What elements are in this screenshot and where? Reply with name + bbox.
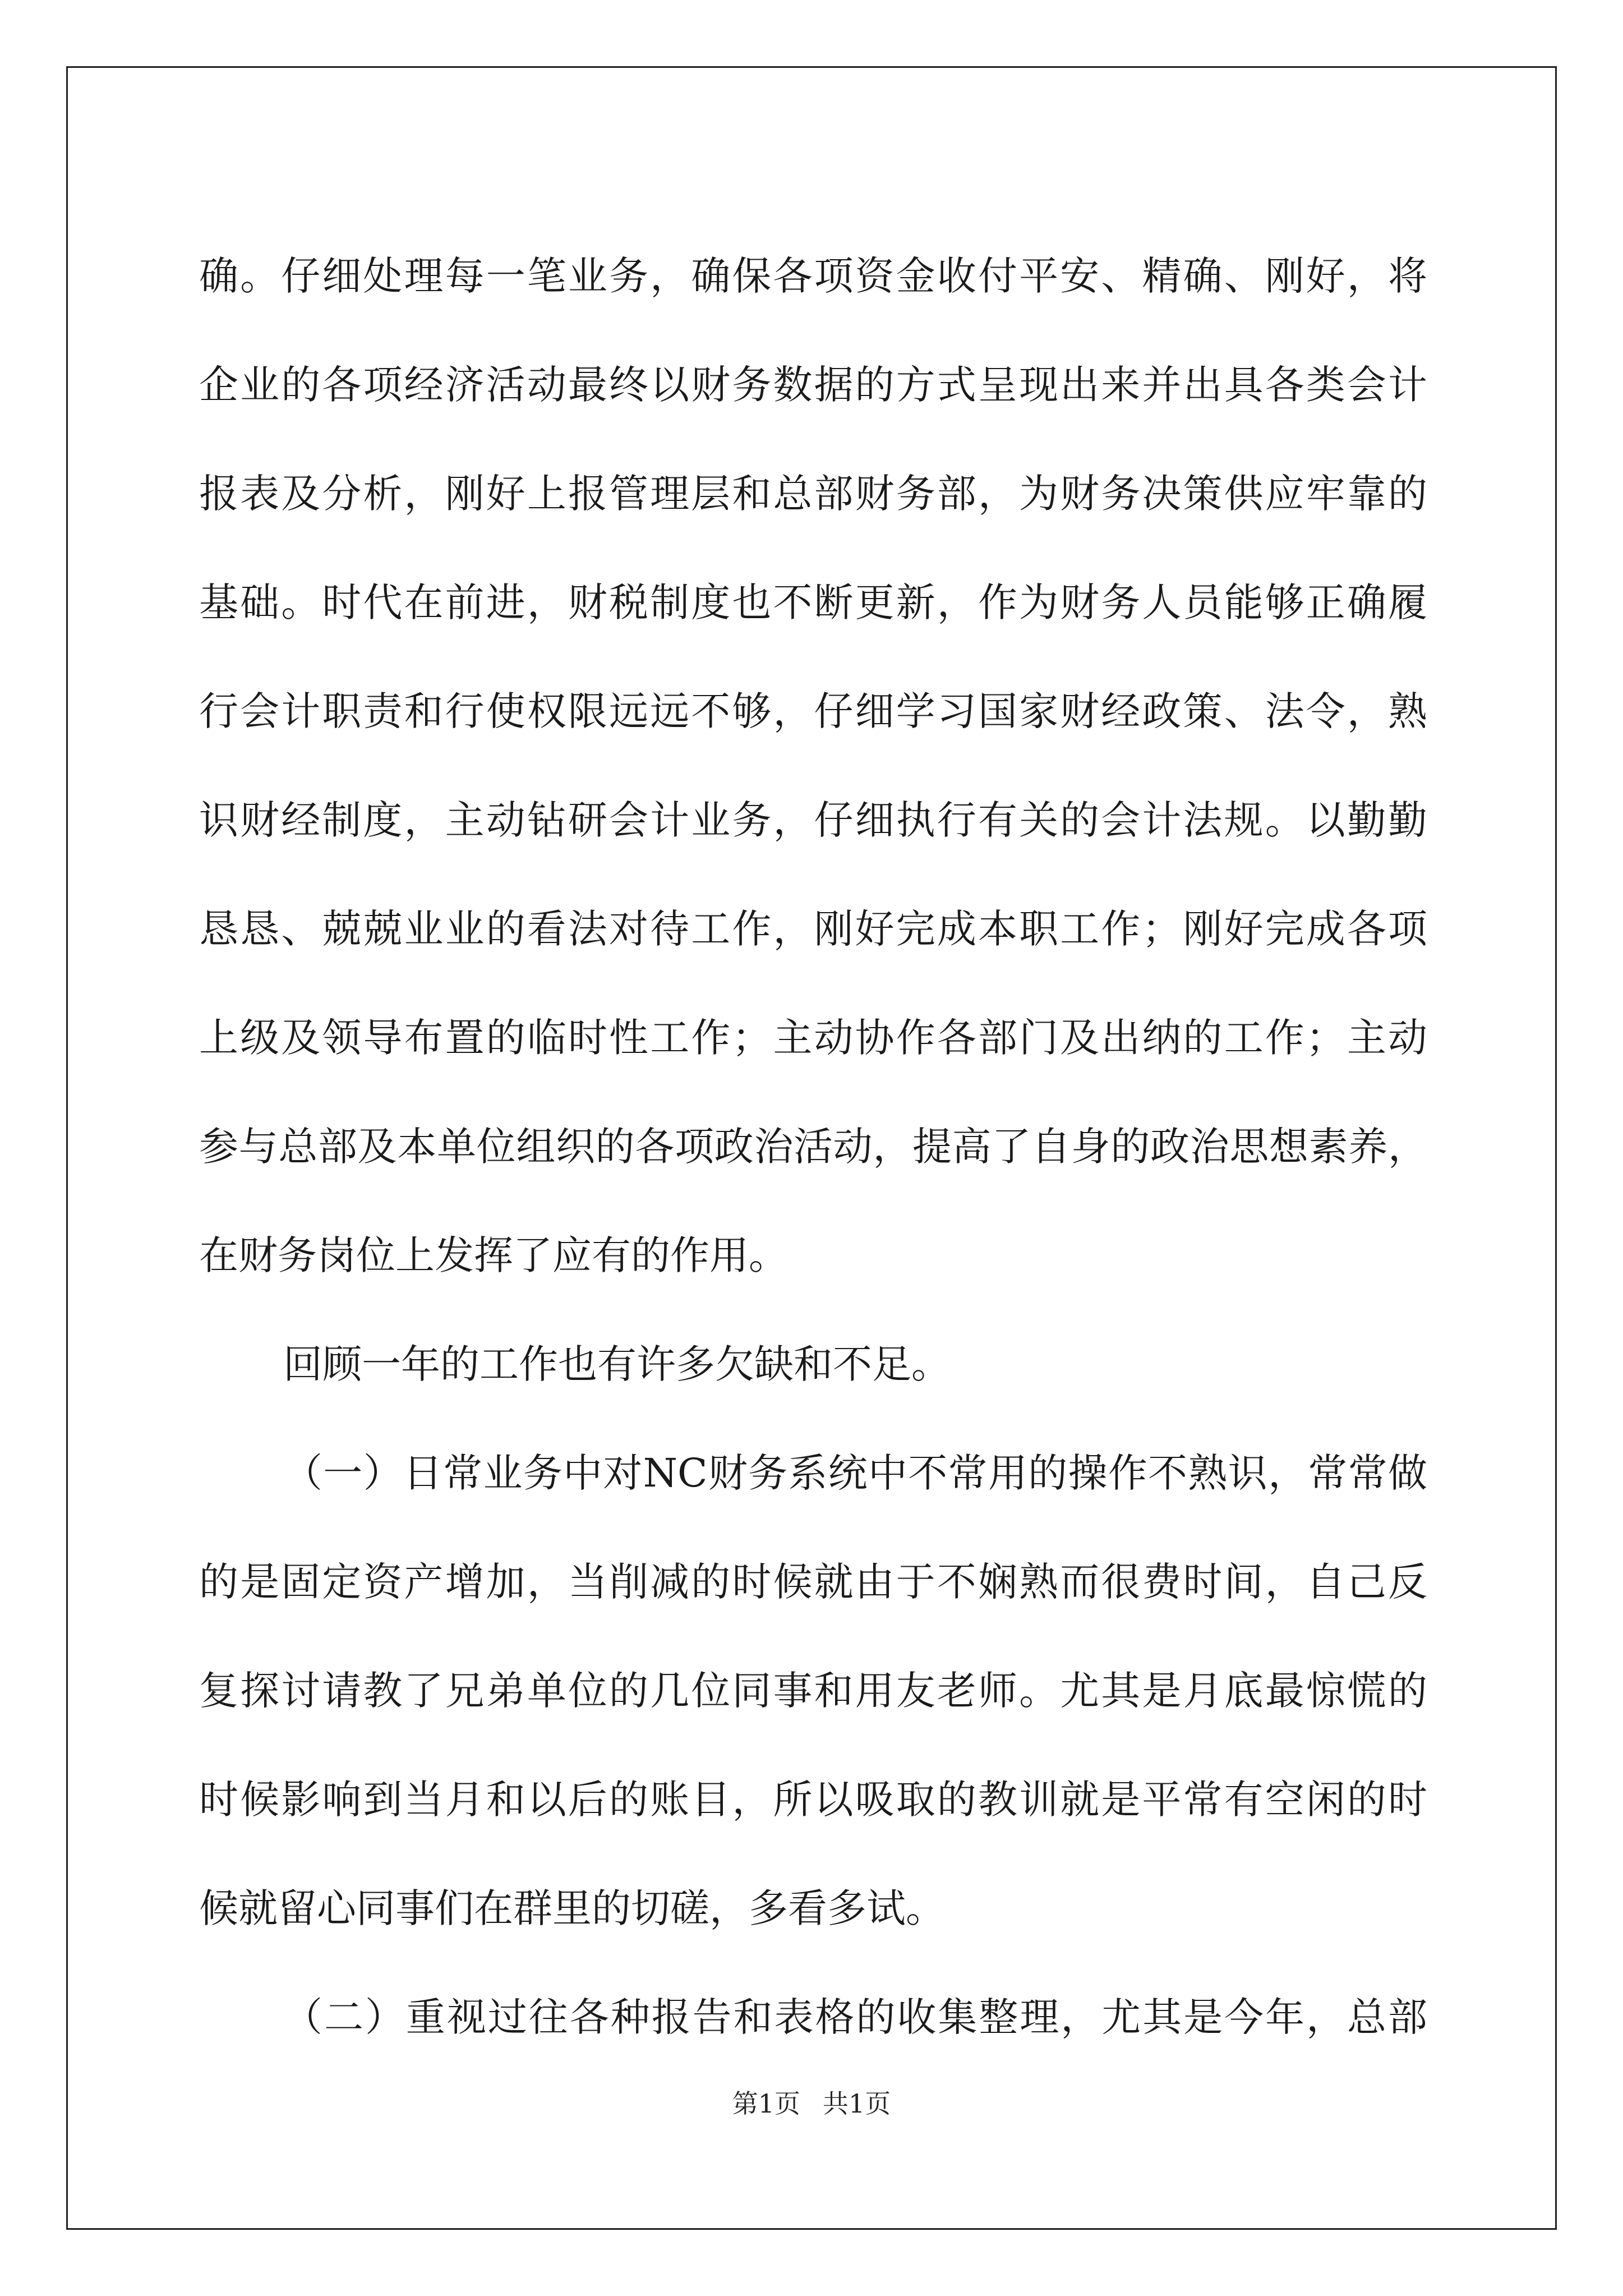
document-body <box>199 222 1427 2072</box>
text-line: 企业的各项经济活动最终以财务数据的方式呈现出来并出具各类会计 <box>199 362 1427 408</box>
paragraph-first-line: （二）重视过往各种报告和表格的收集整理，尤其是今年，总部 <box>283 1994 1427 2040</box>
text-line: 报表及分析，刚好上报管理层和总部财务部，为财务决策供应牢靠的 <box>199 471 1427 517</box>
text-line: 识财经制度，主动钻研会计业务，仔细执行有关的会计法规。以勤勤 <box>199 797 1427 843</box>
text-line: 基础。时代在前进，财税制度也不断更新，作为财务人员能够正确履 <box>199 579 1427 625</box>
page-number: 第1页 <box>732 2088 800 2119</box>
paragraph-first-line: （一）日常业务中对NC财务系统中不常用的操作不熟识，常常做 <box>283 1450 1427 1496</box>
page-footer <box>0 2087 1623 2120</box>
text-line: 时候影响到当月和以后的账目，所以吸取的教训就是平常有空闲的时 <box>199 1777 1427 1823</box>
text-line: 复探讨请教了兄弟单位的几位同事和用友老师。尤其是月底最惊慌的 <box>199 1668 1427 1714</box>
page-total: 共1页 <box>823 2088 891 2119</box>
text-line: 在财务岗位上发挥了应有的作用。 <box>199 1232 788 1278</box>
text-line: 候就留心同事们在群里的切磋，多看多试。 <box>199 1885 945 1931</box>
text-line: 行会计职责和行使权限远远不够，仔细学习国家财经政策、法令，熟 <box>199 688 1427 734</box>
text-line: 恳恳、兢兢业业的看法对待工作，刚好完成本职工作；刚好完成各项 <box>199 906 1427 952</box>
text-line: 的是固定资产增加，当削减的时候就由于不娴熟而很费时间，自己反 <box>199 1559 1427 1605</box>
text-line: 确。仔细处理每一笔业务，确保各项资金收付平安、精确、刚好，将 <box>199 253 1427 299</box>
text-line: 参与总部及本单位组织的各项政治活动，提高了自身的政治思想素养， <box>199 1124 1427 1170</box>
text-line: 上级及领导布置的临时性工作；主动协作各部门及出纳的工作；主动 <box>199 1015 1427 1061</box>
paragraph-first-line: 回顾一年的工作也有许多欠缺和不足。 <box>283 1341 951 1387</box>
